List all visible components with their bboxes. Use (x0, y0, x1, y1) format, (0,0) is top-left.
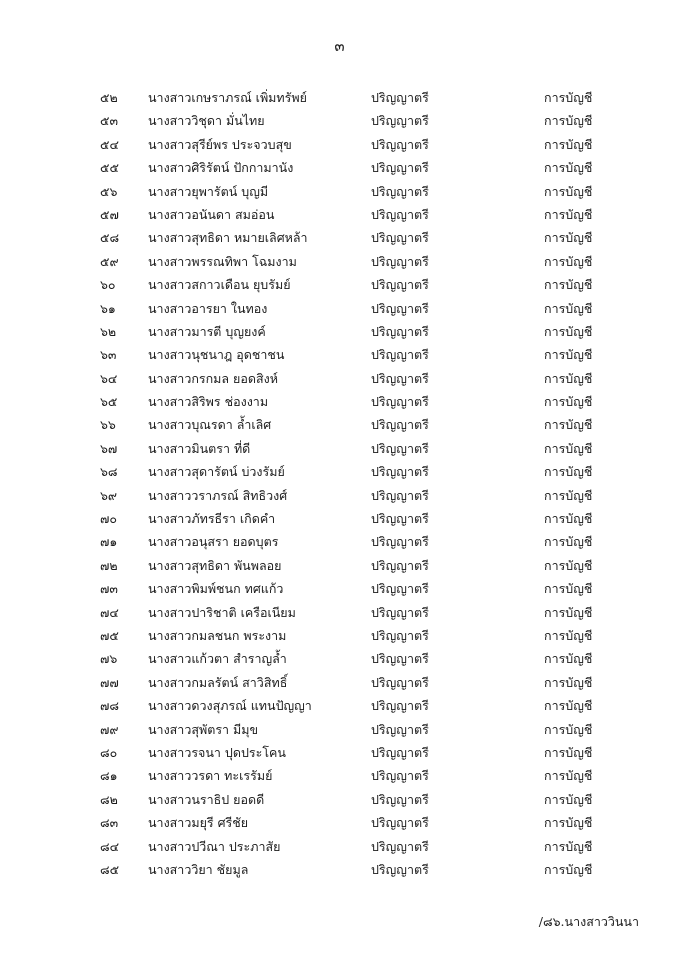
entry-major: การบัญชี (544, 253, 593, 269)
list-item (0, 367, 679, 390)
entry-number: ๘๒ (100, 791, 118, 807)
entry-number: ๕๗ (100, 206, 119, 222)
entry-degree: ปริญญาตรี (371, 136, 429, 152)
entry-degree: ปริญญาตรี (371, 113, 429, 129)
entry-degree: ปริญญาตรี (371, 815, 429, 831)
entry-major: การบัญชี (544, 627, 593, 643)
list-item (0, 647, 679, 670)
entry-number: ๗๑ (100, 534, 118, 550)
entry-name: นางสาวอนันดา สมอ่อน (148, 206, 275, 222)
entry-major: การบัญชี (544, 417, 593, 433)
entry-major: การบัญชี (544, 394, 593, 410)
entry-degree: ปริญญาตรี (371, 861, 429, 877)
entry-number: ๖๓ (100, 347, 117, 363)
entry-name: นางสาวนราธิป ยอดดี (148, 791, 265, 807)
list-item (0, 133, 679, 156)
entry-name: นางสาววรดา ทะเรรัมย์ (148, 768, 273, 784)
entry-number: ๕๕ (100, 160, 119, 176)
entry-number: ๖๖ (100, 417, 116, 433)
entry-major: การบัญชี (544, 604, 593, 620)
list-item (0, 180, 679, 203)
entry-number: ๕๒ (100, 90, 118, 105)
list-item (0, 530, 679, 553)
entry-number: ๘๐ (100, 744, 118, 760)
entry-major: การบัญชี (544, 744, 593, 760)
entry-number: ๖๕ (100, 394, 118, 410)
entry-degree: ปริญญาตรี (371, 651, 429, 667)
entry-name: นางสาวสุดารัตน์ บ่วงรัมย์ (148, 464, 285, 480)
entry-number: ๕๓ (100, 113, 119, 129)
entry-degree: ปริญญาตรี (371, 394, 429, 410)
entry-degree: ปริญญาตรี (371, 487, 429, 503)
list-item (0, 507, 679, 530)
list-item (0, 250, 679, 273)
list-item (0, 343, 679, 366)
entry-number: ๕๙ (100, 253, 119, 269)
entry-number: ๖๒ (100, 323, 117, 339)
list-item (0, 109, 679, 132)
entry-degree: ปริญญาตรี (371, 534, 429, 550)
entry-degree: ปริญญาตรี (371, 464, 429, 480)
entry-degree: ปริญญาตรี (371, 440, 429, 456)
list-item (0, 577, 679, 600)
list-item (0, 273, 679, 296)
entry-name: นางสาวกรกมล ยอดสิงห์ (148, 370, 278, 386)
entry-degree: ปริญญาตรี (371, 323, 429, 339)
list-item (0, 764, 679, 787)
list-item (0, 320, 679, 343)
entry-degree: ปริญญาตรี (371, 277, 429, 293)
entry-major: การบัญชี (544, 113, 593, 129)
entry-degree: ปริญญาตรี (371, 417, 429, 433)
entry-degree: ปริญญาตรี (371, 183, 429, 199)
entry-name: นางสาวศิริรัตน์ ปักกามานัง (148, 160, 294, 176)
entry-name: นางสาวแก้วตา สำราญล้ำ (148, 651, 287, 667)
entry-name: นางสาวปาริชาติ เครือเนียม (148, 604, 296, 620)
entry-degree: ปริญญาตรี (371, 230, 429, 246)
entry-number: ๘๓ (100, 815, 119, 831)
entry-name: นางสาวกมลรัตน์ สาวิสิทธิ์ (148, 674, 288, 690)
entry-degree: ปริญญาตรี (371, 557, 429, 573)
entry-degree: ปริญญาตรี (371, 300, 429, 316)
entry-number: ๘๑ (100, 768, 118, 784)
entry-major: การบัญชี (544, 160, 593, 176)
entry-name: นางสาวนุชนาฎ อุดชาชน (148, 347, 285, 363)
entry-degree: ปริญญาตรี (371, 581, 429, 597)
entry-major: การบัญชี (544, 557, 593, 573)
entry-major: การบัญชี (544, 347, 593, 363)
list-item (0, 694, 679, 717)
entry-degree: ปริญญาตรี (371, 698, 429, 714)
entry-degree: ปริญญาตรี (371, 253, 429, 269)
entry-major: การบัญชี (544, 183, 593, 199)
entry-degree: ปริญญาตรี (371, 347, 429, 363)
entry-number: ๗๗ (100, 674, 119, 690)
entry-name: นางสาวมารตี บุญยงค์ (148, 323, 266, 339)
entry-degree: ปริญญาตรี (371, 838, 429, 854)
entry-degree: ปริญญาตรี (371, 90, 429, 105)
entry-degree: ปริญญาตรี (371, 206, 429, 222)
entry-name: นางสาวพิมพ์ชนก ทศแก้ว (148, 581, 284, 597)
entry-major: การบัญชี (544, 90, 593, 105)
entry-number: ๖๑ (100, 300, 116, 316)
list-item (0, 156, 679, 179)
entry-major: การบัญชี (544, 136, 593, 152)
entry-major: การบัญชี (544, 230, 593, 246)
entry-name: นางสาวอนุสรา ยอดบุตร (148, 534, 279, 550)
entry-number: ๖๙ (100, 487, 118, 503)
list-item (0, 858, 679, 881)
list-item (0, 460, 679, 483)
entry-number: ๖๗ (100, 440, 118, 456)
entry-name: นางสาวสุรีย์พร ประจวบสุข (148, 136, 292, 152)
list-item (0, 788, 679, 811)
entry-name: นางสาวเกษราภรณ์ เพิ่มทรัพย์ (148, 90, 307, 105)
entry-name: นางสาวรจนา ปุดประโคน (148, 744, 286, 760)
entry-name: นางสาวสุพัตรา มีมุข (148, 721, 259, 737)
entry-degree: ปริญญาตรี (371, 791, 429, 807)
entry-name: นางสาวยุพารัตน์ บุญมี (148, 183, 269, 199)
entry-major: การบัญชี (544, 323, 593, 339)
entry-degree: ปริญญาตรี (371, 160, 429, 176)
entry-name: นางสาวสิริพร ช่องงาม (148, 394, 269, 410)
entry-name: นางสาวภัทรธีรา เกิดคำ (148, 511, 276, 527)
entry-major: การบัญชี (544, 651, 593, 667)
list-item (0, 297, 679, 320)
entry-name: นางสาวอารยา ในทอง (148, 300, 268, 316)
entry-degree: ปริญญาตรี (371, 627, 429, 643)
entry-number: ๕๘ (100, 230, 120, 246)
entry-name: นางสาวดวงสุภรณ์ แทนปัญญา (148, 698, 312, 714)
entry-name: นางสาวกมลชนก พระงาม (148, 627, 287, 643)
entry-number: ๖๐ (100, 277, 116, 293)
entry-major: การบัญชี (544, 487, 593, 503)
entry-list (0, 86, 679, 881)
entry-name: นางสาววิชุดา มั่นไทย (148, 113, 265, 129)
entry-major: การบัญชี (544, 370, 593, 386)
list-item (0, 413, 679, 436)
entry-major: การบัญชี (544, 581, 593, 597)
entry-degree: ปริญญาตรี (371, 768, 429, 784)
continuation-note: /๘๖.นางสาววินนา (538, 914, 639, 929)
entry-number: ๗๖ (100, 651, 118, 667)
entry-number: ๘๔ (100, 838, 120, 854)
entry-major: การบัญชี (544, 440, 593, 456)
page-number: ๓ (334, 37, 345, 55)
entry-number: ๗๙ (100, 721, 119, 737)
entry-degree: ปริญญาตรี (371, 604, 429, 620)
entry-major: การบัญชี (544, 534, 593, 550)
list-item (0, 226, 679, 249)
entry-number: ๖๔ (100, 370, 118, 386)
list-item (0, 601, 679, 624)
entry-name: นางสาวมินตรา ที่ดี (148, 440, 251, 456)
entry-major: การบัญชี (544, 768, 593, 784)
entry-major: การบัญชี (544, 300, 593, 316)
entry-major: การบัญชี (544, 674, 593, 690)
entry-number: ๗๕ (100, 627, 119, 643)
list-item (0, 554, 679, 577)
list-item (0, 203, 679, 226)
list-item (0, 624, 679, 647)
entry-number: ๗๘ (100, 698, 120, 714)
list-item (0, 484, 679, 507)
list-item (0, 811, 679, 834)
entry-number: ๗๒ (100, 557, 118, 573)
list-item (0, 437, 679, 460)
entry-major: การบัญชี (544, 511, 593, 527)
entry-degree: ปริญญาตรี (371, 721, 429, 737)
entry-number: ๗๐ (100, 511, 118, 527)
entry-name: นางสาวสกาวเดือน ยุบรัมย์ (148, 277, 291, 293)
entry-number: ๗๓ (100, 581, 118, 597)
entry-major: การบัญชี (544, 791, 593, 807)
entry-number: ๕๔ (100, 136, 119, 152)
entry-major: การบัญชี (544, 277, 593, 293)
entry-name: นางสาวมยุรี ศรีชัย (148, 815, 249, 831)
entry-name: นางสาวบุณรดา ล้ำเลิศ (148, 417, 272, 433)
entry-degree: ปริญญาตรี (371, 674, 429, 690)
entry-degree: ปริญญาตรี (371, 370, 429, 386)
entry-number: ๖๘ (100, 464, 118, 480)
entry-major: การบัญชี (544, 698, 593, 714)
entry-number: ๕๖ (100, 183, 118, 199)
entry-name: นางสาววราภรณ์ สิทธิวงศ์ (148, 487, 288, 503)
list-item (0, 390, 679, 413)
list-item (0, 741, 679, 764)
entry-major: การบัญชี (544, 815, 593, 831)
entry-degree: ปริญญาตรี (371, 511, 429, 527)
entry-name: นางสาวพรรณทิพา โฉมงาม (148, 253, 297, 269)
entry-major: การบัญชี (544, 721, 593, 737)
list-item (0, 835, 679, 858)
entry-name: นางสาววิยา ชัยมูล (148, 861, 249, 877)
entry-degree: ปริญญาตรี (371, 744, 429, 760)
entry-major: การบัญชี (544, 838, 593, 854)
entry-number: ๗๔ (100, 604, 119, 620)
list-item (0, 86, 679, 109)
list-item (0, 718, 679, 741)
list-item (0, 671, 679, 694)
entry-name: นางสาวสุทธิดา พันพลอย (148, 557, 282, 573)
entry-major: การบัญชี (544, 464, 593, 480)
entry-major: การบัญชี (544, 206, 593, 222)
entry-name: นางสาวปวีณา ประภาสัย (148, 838, 281, 854)
entry-name: นางสาวสุทธิดา หมายเลิศหล้า (148, 230, 308, 246)
entry-number: ๘๕ (100, 861, 120, 877)
entry-major: การบัญชี (544, 861, 593, 877)
